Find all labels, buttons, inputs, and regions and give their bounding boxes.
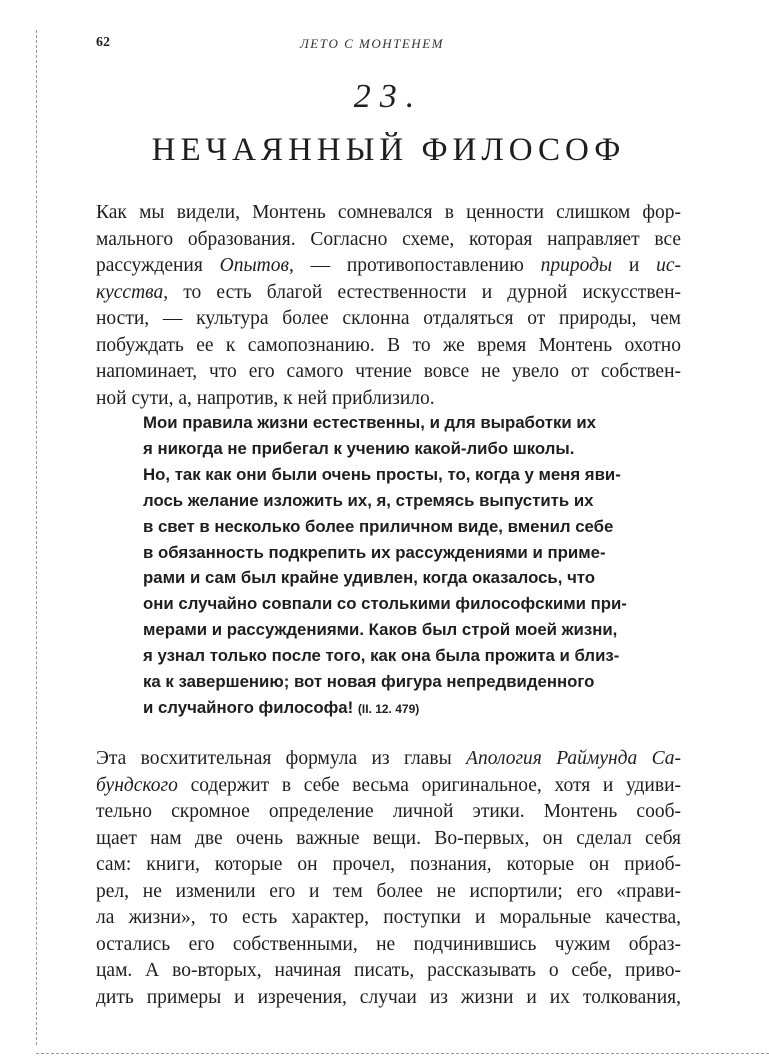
- text-line: кусства, то есть благой естественности и дурной искусствен-: [96, 281, 681, 303]
- text-line: остались его собственными, не подчинившись чужим образ-: [96, 933, 681, 955]
- text-line: щает нам две очень важные вещи. Во-первых, он сделал себя: [96, 827, 681, 849]
- crop-guide-left: [36, 30, 37, 1045]
- quote-line: лось желание изложить их, я, стремясь выпустить их: [143, 490, 594, 510]
- italic-title: бундского: [96, 774, 178, 796]
- quote-line: они случайно совпали со столькими философскими при-: [143, 594, 627, 614]
- italic-term: кусства: [96, 281, 164, 303]
- text-line: побуждать ее к самопознанию. В то же время Монтень охотно: [96, 334, 681, 356]
- text-line: ла жизни», то есть характер, поступки и моральные качества,: [96, 907, 681, 928]
- text-line: бундского содержит в себе весьма оригинальное, хотя и удиви-: [96, 774, 681, 796]
- text-line: тельно скромное определение личной этики. Монтень сооб-: [96, 801, 681, 822]
- block-quote: [143, 410, 673, 723]
- text-line: рассуждения Опытов, — противопоставлению природы и ис-: [96, 255, 682, 276]
- quote-line: ка к завершению; вот новая фигура непредвиденного: [143, 672, 595, 692]
- text-line: мального образования. Согласно схеме, которая направляет все: [96, 228, 681, 250]
- text-line: сам: книги, которые он прочел, познания, которые он приоб-: [96, 854, 681, 875]
- running-title: ЛЕТО С МОНТЕНЕМ: [300, 36, 444, 51]
- quote-line: я никогда не прибегал к учению какой-либо школы.: [143, 438, 575, 458]
- quote-line: в обязанность подкрепить их рассуждениями и приме-: [143, 542, 606, 562]
- text-line: Как мы видели, Монтень сомневался в ценности слишком фор-: [96, 202, 681, 223]
- italic-term: ис-: [656, 255, 682, 276]
- text-line: цам. А во-вторых, начиная писать, рассказывать о себе, приво-: [96, 960, 681, 981]
- quote-line: мерами и рассуждениями. Каков был строй моей жизни,: [143, 620, 618, 640]
- quote-line: я узнал только после того, как она была прожита и близ-: [143, 646, 620, 666]
- italic-term: природы: [540, 255, 613, 276]
- page-number: 62: [96, 35, 110, 50]
- text-line: Эта восхитительная формула из главы Апология Раймунда Са-: [96, 748, 681, 769]
- citation-reference: (II. 12. 479): [357, 701, 420, 716]
- crop-guide-bottom: [36, 1053, 769, 1054]
- paragraph-1: [96, 200, 681, 412]
- paragraph-2: [96, 746, 681, 1011]
- chapter-number: 23.: [353, 78, 424, 115]
- italic-title: Опытов: [219, 255, 289, 276]
- quote-line: Мои правила жизни естественны, и для выработки их: [143, 413, 596, 432]
- quote-line: в свет в несколько более приличном виде, вменил себе: [143, 516, 614, 536]
- quote-line: и случайного философа! (II. 12. 479): [143, 697, 420, 717]
- text-line: ной сути, а, напротив, к ней приблизило.: [96, 387, 435, 409]
- text-line: напоминает, что его самого чтение вовсе не увело от собствен-: [96, 361, 681, 382]
- chapter-title: НЕЧАЯННЫЙ ФИЛОСОФ: [151, 132, 626, 168]
- text-line: дить примеры и изречения, случаи из жизни и их толкования,: [96, 986, 681, 1008]
- quote-line: Но, так как они были очень просты, то, когда у меня яви-: [143, 464, 621, 484]
- text-line: рел, не изменили его и тем более не испортили; его «прави-: [96, 880, 681, 902]
- text-line: ности, — культура более склонна отдаляться от природы, чем: [96, 308, 681, 329]
- quote-line: рами и сам был крайне удивлен, когда оказалось, что: [143, 568, 596, 588]
- italic-title: Апология Раймунда Са-: [466, 748, 681, 769]
